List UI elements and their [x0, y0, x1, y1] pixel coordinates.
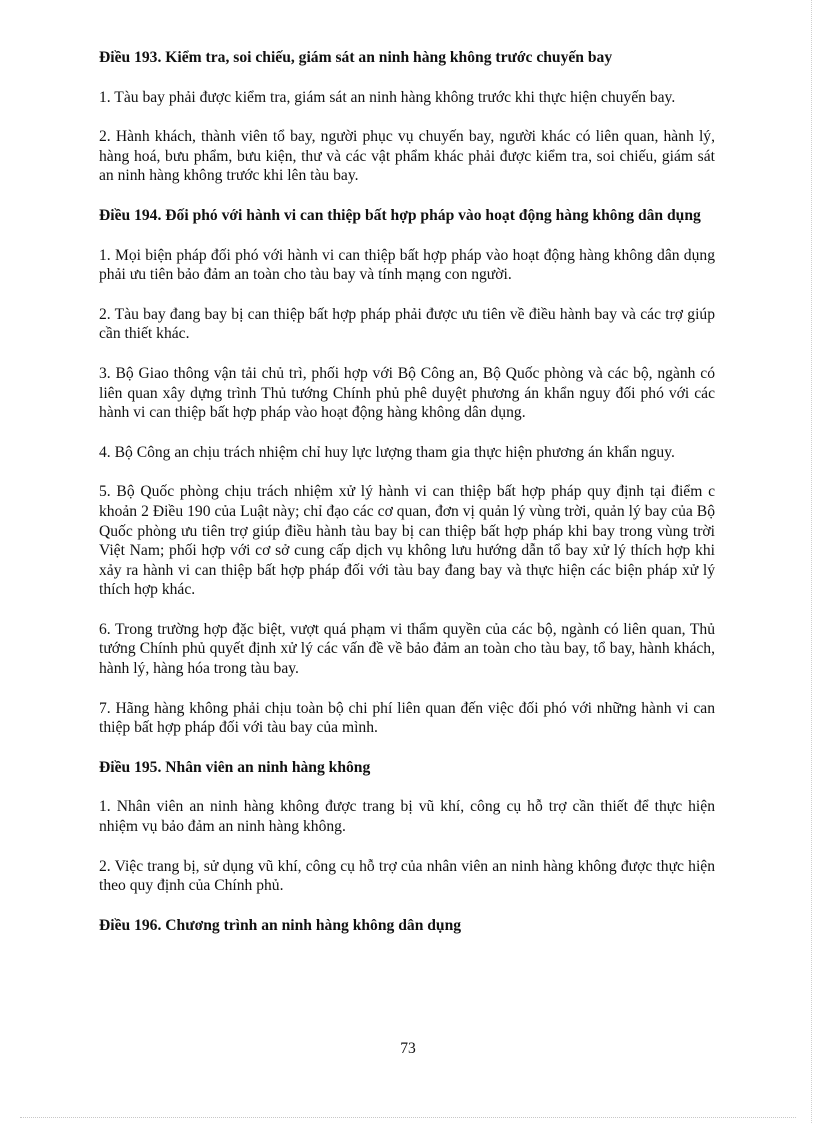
page-number: 73 — [400, 1040, 416, 1057]
article-paragraph: 2. Hành khách, thành viên tổ bay, người phục vụ chuyến bay, người khác có liên quan, hành lý, hàng hoá, bưu phẩm, bưu kiện, thư và các vật phẩm khác phải được kiểm tra, soi chiếu, giám sát an ninh hàng không trước khi lên tàu bay. — [99, 128, 715, 185]
article-paragraph: 3. Bộ Giao thông vận tải chủ trì, phối hợp với Bộ Công an, Bộ Quốc phòng và các bộ, ngành có liên quan xây dựng trình Thủ tướng Chính phủ phê duyệt phương án khẩn nguy đối phó với các hành vi can thiệp bất hợp pháp vào hoạt động hàng không dân dụng. — [99, 364, 715, 422]
page-content — [99, 48, 715, 955]
article-195 — [99, 758, 715, 896]
article-paragraph: 6. Trong trường hợp đặc biệt, vượt quá phạm vi thẩm quyền của các bộ, ngành có liên quan, Thủ tướng Chính phủ quyết định xử lý các vấn đề về bảo đảm an toàn cho tàu bay, tổ bay, hành khách, hành lý, hàng hóa trong tàu bay. — [99, 620, 715, 678]
article-paragraph: 1. Mọi biện pháp đối phó với hành vi can thiệp bất hợp pháp vào hoạt động hàng không dân dụng phải ưu tiên bảo đảm an toàn cho tàu bay và tính mạng con người. — [99, 246, 715, 284]
article-paragraph: 1. Tàu bay phải được kiểm tra, giám sát an ninh hàng không trước khi thực hiện chuyến bay. — [99, 88, 676, 106]
article-193 — [99, 48, 715, 186]
article-paragraph: 2. Tàu bay đang bay bị can thiệp bất hợp pháp phải được ưu tiên về điều hành bay và các trợ giúp cần thiết khác. — [99, 305, 715, 343]
article-196 — [99, 916, 715, 936]
article-paragraph: 5. Bộ Quốc phòng chịu trách nhiệm xử lý hành vi can thiệp bất hợp pháp quy định tại điểm c khoản 2 Điều 190 của Luật này; chỉ đạo các cơ quan, đơn vị quản lý vùng trời, quản lý bay của Bộ Quốc phòng ưu tiên trợ giúp điều hành tàu bay bị can thiệp bất hợp pháp khi bay trong vùng trời Việt Nam; phối hợp với cơ sở cung cấp dịch vụ không lưu hướng dẫn tổ bay xử lý thích hợp khi xảy ra hành vi can thiệp bất hợp pháp đối với tàu bay đang bay và thực hiện các biện pháp xử lý thích hợp khác. — [99, 483, 715, 599]
article-heading: Điều 194. Đối phó với hành vi can thiệp bất hợp pháp vào hoạt động hàng không dân dụng — [99, 206, 701, 224]
article-194 — [99, 206, 715, 738]
article-heading: Điều 195. Nhân viên an ninh hàng không — [99, 758, 371, 776]
page-side-divider — [811, 0, 812, 1123]
page-bottom-divider — [20, 1117, 796, 1118]
article-heading: Điều 196. Chương trình an ninh hàng không dân dụng — [99, 916, 462, 934]
article-heading: Điều 193. Kiểm tra, soi chiếu, giám sát an ninh hàng không trước chuyến bay — [99, 49, 613, 66]
article-paragraph: 7. Hãng hàng không phải chịu toàn bộ chi phí liên quan đến việc đối phó với những hành vi can thiệp bất hợp pháp đối với tàu bay của mình. — [99, 699, 715, 737]
article-paragraph: 1. Nhân viên an ninh hàng không được trang bị vũ khí, công cụ hỗ trợ cần thiết để thực hiện nhiệm vụ bảo đảm an ninh hàng không. — [99, 798, 715, 836]
article-paragraph: 4. Bộ Công an chịu trách nhiệm chỉ huy lực lượng tham gia thực hiện phương án khẩn nguy. — [99, 443, 675, 461]
article-paragraph: 2. Việc trang bị, sử dụng vũ khí, công cụ hỗ trợ của nhân viên an ninh hàng không được thực hiện theo quy định của Chính phủ. — [99, 857, 715, 895]
